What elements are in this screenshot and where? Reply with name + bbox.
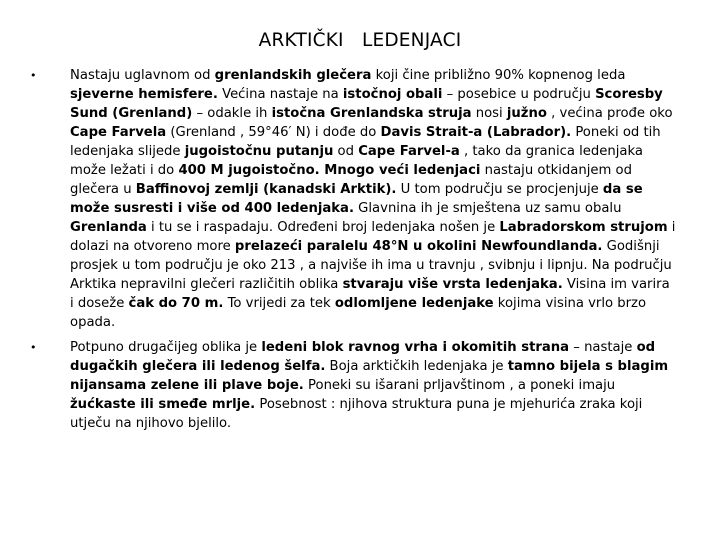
text-run: nosi bbox=[471, 106, 507, 121]
text-run: Visina im varira i doseže bbox=[70, 277, 670, 311]
bullet-marker: • bbox=[30, 341, 37, 354]
bold-text-run: južno bbox=[506, 106, 547, 121]
bold-text-run: sjeverne hemisfere. bbox=[70, 87, 218, 102]
bold-text-run: Labradorskom strujom bbox=[499, 220, 668, 235]
bold-text-run: grenlandskih glečera bbox=[214, 68, 372, 83]
bold-text-run: da se može susresti i više od 400 ledenjaka. bbox=[70, 182, 643, 216]
bold-text-run: Cape Farvela bbox=[70, 125, 167, 140]
text-run: Posebnost : njihova struktura puna je mjehurića zraka koji utječu na njihovo bjelilo. bbox=[70, 397, 643, 431]
text-run: Poneki od tih ledenjaka slijede bbox=[70, 125, 661, 159]
bold-text-run: istočnoj obali bbox=[342, 87, 443, 102]
text-run: Poneki su išarani prljavštinom , a poneki imaju bbox=[303, 378, 616, 393]
bold-text-run: Baffinovoj zemlji (kanadski Arktik). bbox=[135, 182, 397, 197]
bold-text-run: odlomljene ledenjake bbox=[334, 296, 494, 311]
bullet-item-2 bbox=[0, 338, 676, 433]
text-run: od bbox=[333, 144, 359, 159]
bold-text-run: istočna Grenlandska struja bbox=[271, 106, 472, 121]
text-run: Nastaju uglavnom od bbox=[70, 68, 215, 83]
bold-text-run: Grenlanda bbox=[70, 220, 147, 235]
bullet-marker: • bbox=[30, 69, 37, 82]
bold-text-run: ledeni blok ravnog vrha i okomitih strana bbox=[261, 340, 570, 355]
text-run: Glavnina ih je smještena uz samu obalu bbox=[353, 201, 622, 216]
bold-text-run: Cape Farvel-a bbox=[358, 144, 460, 159]
bold-text-run: od dugačkih glečera ili ledenog šelfa. bbox=[70, 340, 656, 374]
bold-text-run: čak do 70 m. bbox=[128, 296, 224, 311]
bold-text-run: Davis Strait-a (Labrador). bbox=[380, 125, 572, 140]
bullet-text bbox=[70, 340, 668, 431]
slide-title: ARKTIČKI LEDENJACI bbox=[258, 30, 462, 51]
text-run: – posebice u području bbox=[442, 87, 596, 102]
text-run: i tu se i raspadaju. Određeni broj ledenjaka nošen je bbox=[146, 220, 500, 235]
bullet-item-1 bbox=[0, 66, 676, 332]
text-run: – odakle ih bbox=[192, 106, 272, 121]
text-run: (Grenland , 59°46′ N) i dođe do bbox=[166, 125, 381, 140]
text-run: i dolazi na otvoreno more bbox=[70, 220, 676, 254]
bold-text-run: jugoistočnu putanju bbox=[184, 144, 334, 159]
bold-text-run: prelazeći paralelu 48°N u okolini Newfoundlanda. bbox=[234, 239, 603, 254]
text-run: To vrijedi za tek bbox=[223, 296, 335, 311]
bold-text-run: Mnogo veći ledenjaci bbox=[319, 163, 481, 178]
bold-text-run: Scoresby Sund (Grenland) bbox=[70, 87, 663, 121]
text-run: koji čine približno 90% kopnenog leda bbox=[371, 68, 626, 83]
text-run: , većina prođe oko bbox=[546, 106, 673, 121]
bold-text-run: 400 M jugoistočno. bbox=[178, 163, 320, 178]
text-run: kojima visina vrlo brzo opada. bbox=[70, 296, 647, 330]
text-run: nastaju otkidanjem od glečera u bbox=[70, 163, 632, 197]
text-run: – nastaje bbox=[569, 340, 637, 355]
bullet-text bbox=[70, 68, 675, 330]
bullet-list bbox=[0, 66, 720, 439]
text-run: Godišnji prosjek u tom području je oko 213 , a najviše ih ima u travnju , svibnju i lipnju. Na području Arktika nepravilni glečeri različitih oblika bbox=[70, 239, 672, 292]
bold-text-run: žućkaste ili smeđe mrlje. bbox=[70, 397, 256, 412]
bold-text-run: stvaraju više vrsta ledenjaka. bbox=[342, 277, 563, 292]
text-run: Većina nastaje na bbox=[217, 87, 343, 102]
text-run: Boja arktičkih ledenjaka je bbox=[325, 359, 508, 374]
text-run: Potpuno drugačijeg oblika je bbox=[70, 340, 262, 355]
text-run: U tom području se procjenjuje bbox=[396, 182, 603, 197]
bold-text-run: tamno bijela s blagim nijansama zelene ili plave boje. bbox=[70, 359, 669, 393]
text-run: , tako da granica ledenjaka može ležati i do bbox=[70, 144, 643, 178]
